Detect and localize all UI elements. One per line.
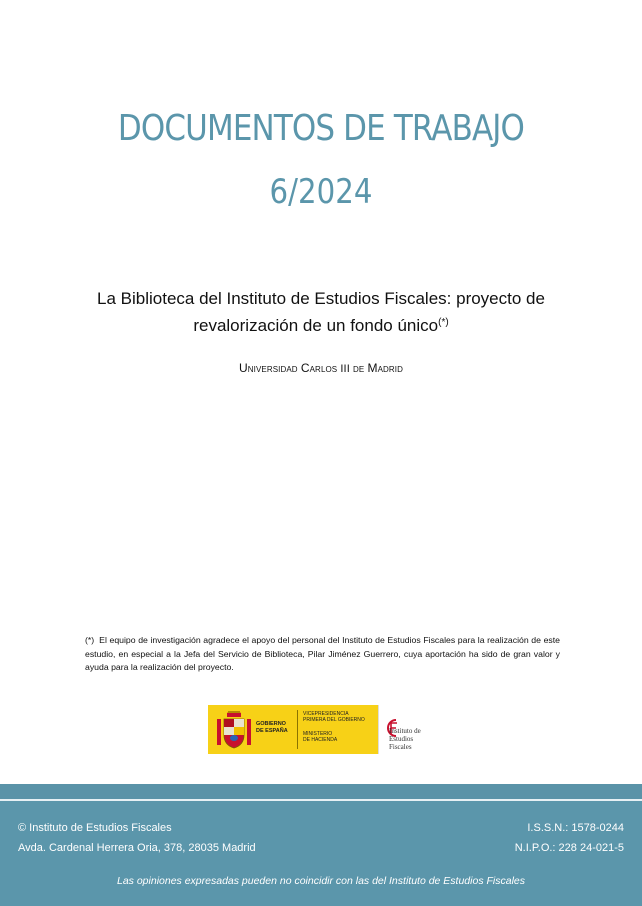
vicepresidency-line2: PRIMERA DEL GOBIERNO <box>303 717 365 723</box>
author-initial: M <box>367 361 378 375</box>
ief-logo <box>378 705 435 754</box>
disclaimer: Las opiniones expresadas pueden no coincidir con las del Instituto de Estudios Fiscales <box>117 875 525 887</box>
series-title: DOCUMENTOS DE TRABAJO <box>117 108 525 149</box>
vicepresidency-label <box>303 711 365 723</box>
ministry-line2: DE HACIENDA <box>303 737 338 743</box>
government-label <box>256 721 288 734</box>
issn: I.S.S.N.: 1578-0244 <box>527 822 624 834</box>
ministry-line1: MINISTERIO <box>303 731 333 737</box>
author-initial: U <box>239 361 248 375</box>
nipo: N.I.P.O.: 228 24-021-5 <box>514 842 624 854</box>
footer-rule <box>0 799 642 801</box>
footnote <box>85 634 560 675</box>
vicepresidency-line1: VICEPRESIDENCIA <box>303 711 349 717</box>
institutional-logos <box>208 705 434 754</box>
government-label-line2: DE ESPAÑA <box>256 727 288 734</box>
copyright: © Instituto de Estudios Fiscales <box>18 822 172 834</box>
government-label-line1: GOBIERNO <box>256 721 286 727</box>
author-initial: C <box>300 361 310 375</box>
ief-logo-line1: Instituto de <box>389 727 421 735</box>
government-logo-panel <box>208 705 378 754</box>
author-text: arlos III de <box>309 363 368 375</box>
title-line-1: La Biblioteca del Instituto de Estudios Fiscales: proyecto de <box>97 289 545 308</box>
ministry-label <box>303 731 337 743</box>
title-footnote-mark: (*) <box>438 317 449 328</box>
document-number: 6/2024 <box>269 172 373 212</box>
author-text: adrid <box>377 363 403 375</box>
author-text: niversidad <box>247 363 301 375</box>
footer-band <box>0 784 642 799</box>
ief-logo-text <box>389 727 435 751</box>
logo-divider <box>297 710 298 749</box>
address: Avda. Cardenal Herrera Oria, 378, 28035 Madrid <box>18 842 256 854</box>
footnote-mark: (*) <box>85 635 95 645</box>
title-line-2: revalorización de un fondo único <box>193 316 439 335</box>
author-affiliation <box>0 361 642 375</box>
coat-of-arms-icon <box>216 709 252 750</box>
document-title <box>60 287 582 338</box>
footnote-text: El equipo de investigación agradece el apoyo del personal del Instituto de Estudios Fiscales para la realización de este estudio, en especial a la Jefa del Servicio de Biblioteca, Pilar Jiménez Guerrero, cuya aportación ha sido de gran valor y ayuda para la realización del proyecto. <box>85 635 560 672</box>
ief-logo-line2: Estudios Fiscales <box>389 735 414 751</box>
